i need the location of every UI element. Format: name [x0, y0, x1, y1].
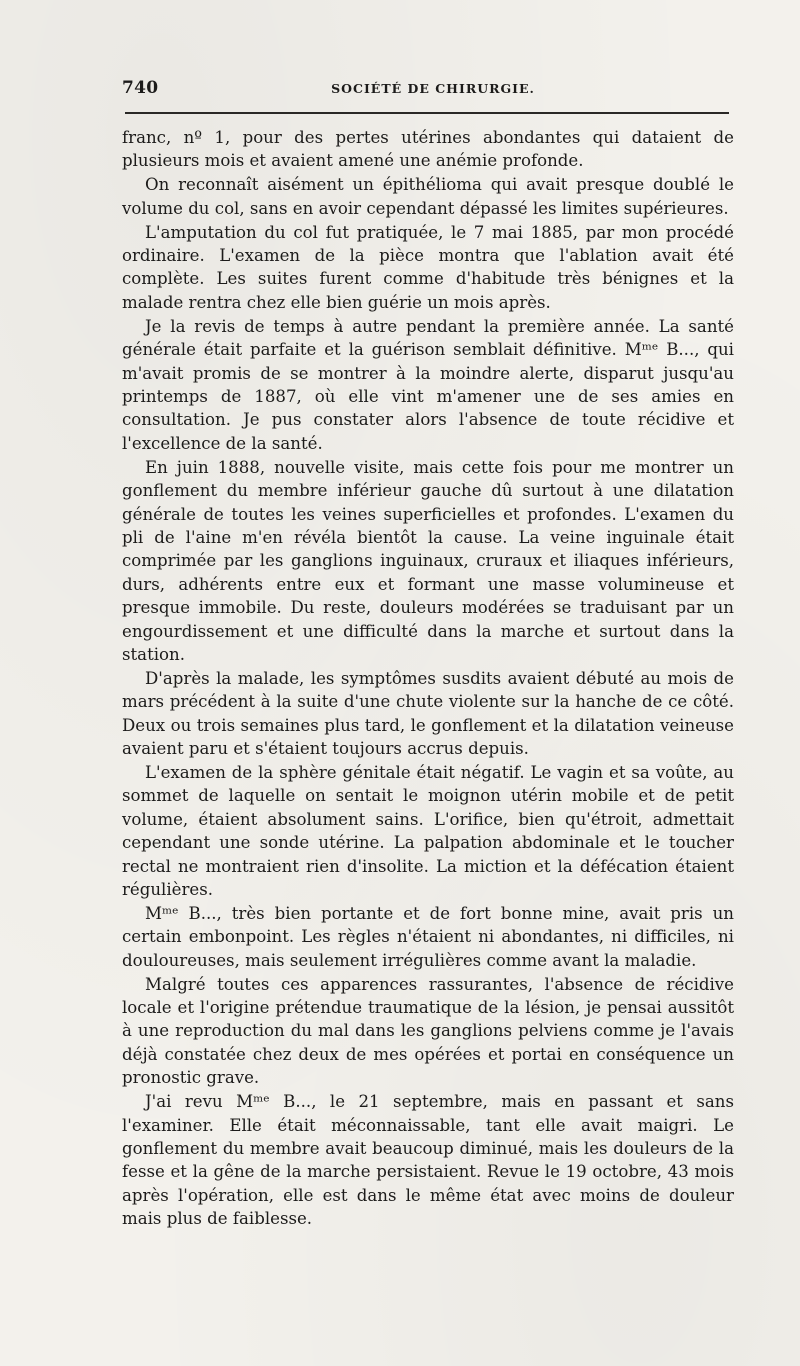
body-text: [122, 126, 734, 1231]
paragraph: Je la revis de temps à autre pendant la première année. La santé générale était parfaite et la guérison semblait définitive. Mᵐᵉ B..., qui m'avait promis de se montrer à la moindre alerte, disparut jusqu'au printemps de 1887, où elle vint m'amener une de ses amies en consultation. Je pus constater alors l'absence de toute récidive et l'excellence de la santé.: [122, 316, 734, 453]
paragraph: On reconnaît aisément un épithélioma qui avait presque doublé le volume du col, sans en avoir cependant dépassé les limites supérieures.: [122, 175, 734, 218]
page-header: [122, 78, 732, 100]
page-number: 740: [122, 78, 159, 98]
paragraph: L'examen de la sphère génitale était négatif. Le vagin et sa voûte, au sommet de laquelle on sentait le moignon utérin mobile et de petit volume, étaient absolument sains. L'orifice, bien qu'étroit, admettait cependant une sonde utérine. La palpation abdominale et le toucher rectal ne montraient rien d'insolite. La miction et la défécation étaient régulières.: [122, 762, 734, 899]
paragraph: franc, nº 1, pour des pertes utérines abondantes qui dataient de plusieurs mois et avaient amené une anémie profonde.: [122, 128, 734, 171]
paragraph: J'ai revu Mᵐᵉ B..., le 21 septembre, mais en passant et sans l'examiner. Elle était méconnaissable, tant elle avait maigri. Le gonflement du membre avait beaucoup diminué, mais les douleurs de la fesse et la gêne de la marche persistaient. Revue le 19 octobre, 43 mois après l'opération, elle est dans le même état avec moins de douleur mais plus de faiblesse.: [122, 1092, 734, 1229]
running-title: SOCIÉTÉ DE CHIRURGIE.: [331, 81, 535, 96]
paragraph: D'après la malade, les symptômes susdits avaient débuté au mois de mars précédent à la suite d'une chute violente sur la hanche de ce côté. Deux ou trois semaines plus tard, le gonflement et la dilatation veineuse avaient paru et s'étaient toujours accrus depuis.: [122, 668, 734, 759]
paragraph: Mᵐᵉ B..., très bien portante et de fort bonne mine, avait pris un certain embonpoint. Les règles n'étaient ni abondantes, ni difficiles, ni douloureuses, mais seulement irrégulières comme avant la maladie.: [122, 903, 734, 970]
paragraph: L'amputation du col fut pratiquée, le 7 mai 1885, par mon procédé ordinaire. L'examen de la pièce montra que l'ablation avait été complète. Les suites furent comme d'habitude très bénignes et la malade rentra chez elle bien guérie un mois après.: [122, 222, 734, 312]
paragraph: Malgré toutes ces apparences rassurantes, l'absence de récidive locale et l'origine prétendue traumatique de la lésion, je pensai aussitôt à une reproduction du mal dans les ganglions pelviens comme je l'avais déjà constatée chez deux de mes opérées et portai en conséquence un pronostic grave.: [122, 974, 734, 1088]
header-rule: [125, 112, 729, 114]
paragraph: En juin 1888, nouvelle visite, mais cette fois pour me montrer un gonflement du membre inférieur gauche dû surtout à une dilatation générale de toutes les veines superficielles et profondes. L'examen du pli de l'aine m'en révéla bientôt la cause. La veine inguinale était comprimée par les ganglions inguinaux, cruraux et iliaques inférieurs, durs, adhérents entre eux et formant une masse volumineuse et presque immobile. Du reste, douleurs modérées se traduisant par un engourdissement et une difficulté dans la marche et surtout dans la station.: [122, 457, 734, 664]
